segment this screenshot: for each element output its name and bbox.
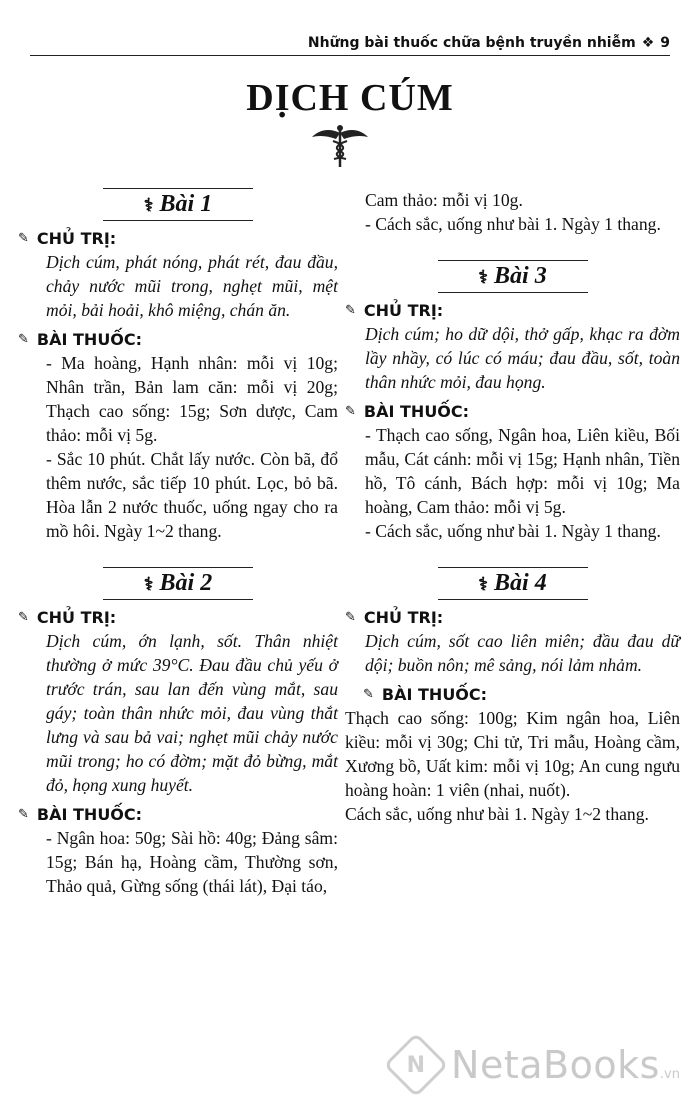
remedy-4-ingredients: Thạch cao sống: 100g; Kim ngân hoa, Liên kiều: mỗi vị 30g; Chi tử, Tri mẫu, Hoàng cầm, Xương bồ, Uất kim: mỗi vị 10g; An cung ngưu hoàng hoàn: 1 viên (nhai, nuốt). <box>345 708 680 800</box>
left-column <box>18 188 338 898</box>
page-title: DỊCH CÚM <box>246 77 454 119</box>
pointer-icon: ✎ <box>345 610 356 625</box>
remedy-2-chu-tri-label: ✎ CHỦ TRỊ: <box>18 608 117 627</box>
netabooks-logo-icon: N <box>384 1032 449 1097</box>
pointer-icon: ✎ <box>363 687 374 702</box>
right-column <box>345 188 680 826</box>
caduceus-icon <box>310 123 370 169</box>
caduceus-small-icon: ⚕ <box>478 574 489 594</box>
remedy-2-ingredients-part-2: Cam thảo: mỗi vị 10g. <box>365 190 523 210</box>
remedy-3-ingredients: - Thạch cao sống, Ngân hoa, Liên kiều, Bối mẫu, Cát cánh: mỗi vị 15g; Hạnh nhân, Tiền hồ, Tô cánh, Bách hợp: mỗi vị 10g; Ma hoàng, Cam thảo: mỗi vị 5g. <box>365 425 680 517</box>
page-number: 9 <box>660 35 670 51</box>
remedy-4-chu-tri-label: ✎ CHỦ TRỊ: <box>345 608 444 627</box>
remedy-2-chu-tri: Dịch cúm, ớn lạnh, sốt. Thân nhiệt thường ở mức 39°C. Đau đầu chủ yếu ở trước trán, sau lan đến vùng mắt, sau gáy; toàn thân nhức mỏi, đau vùng thắt lưng và sau bả vai; nghẹt mũi chảy nước mũi trong; ho có đờm; mặt đỏ bừng, mắt đỏ, họng xung huyết. <box>46 631 338 795</box>
remedy-1-heading: ⚕ Bài 1 <box>103 188 253 221</box>
pointer-icon: ✎ <box>18 807 29 822</box>
caduceus-small-icon: ⚕ <box>478 267 489 287</box>
remedy-2-bai-thuoc-label: ✎ BÀI THUỐC: <box>18 805 143 824</box>
remedy-1-instructions: - Sắc 10 phút. Chắt lấy nước. Còn bã, đổ thêm nước, sắc tiếp 10 phút. Lọc, bỏ bã. Hòa lẫn 2 nước thuốc, uống ngay cho ra mồ hôi. Ngày 1~2 thang. <box>46 449 338 541</box>
running-header <box>30 30 670 56</box>
remedy-2-heading: ⚕ Bài 2 <box>103 567 253 600</box>
pointer-icon: ✎ <box>345 303 356 318</box>
watermark-text: NetaBooks <box>451 1043 660 1087</box>
separator-icon: ❖ <box>641 35 655 51</box>
remedy-3-heading: ⚕ Bài 3 <box>438 260 588 293</box>
remedy-3-chu-tri-label: ✎ CHỦ TRỊ: <box>345 301 444 320</box>
remedy-4-instructions: Cách sắc, uống như bài 1. Ngày 1~2 thang. <box>345 804 649 824</box>
pointer-icon: ✎ <box>18 231 29 246</box>
remedy-3-chu-tri: Dịch cúm; ho dữ dội, thở gấp, khạc ra đờm lầy nhầy, có lúc có máu; đau đầu, sốt, toàn thân nhức mỏi, đau họng. <box>365 324 680 392</box>
remedy-2-ingredients-part-1: - Ngân hoa: 50g; Sài hồ: 40g; Đảng sâm: 15g; Bán hạ, Hoàng cầm, Thường sơn, Thảo quả, Gừng sống (thái lát), Đại táo, <box>46 828 338 896</box>
remedy-1-chu-tri: Dịch cúm, phát nóng, phát rét, đau đầu, chảy nước mũi trong, nghẹt mũi, mệt mỏi, bải hoải, khô miệng, chán ăn. <box>46 252 338 320</box>
remedy-3-instructions: - Cách sắc, uống như bài 1. Ngày 1 thang. <box>365 521 661 541</box>
remedy-4-chu-tri: Dịch cúm, sốt cao liên miên; đầu đau dữ dội; buồn nôn; mê sảng, nói lảm nhảm. <box>365 631 680 675</box>
pointer-icon: ✎ <box>18 332 29 347</box>
remedy-4-heading: ⚕ Bài 4 <box>438 567 588 600</box>
watermark-suffix: .vn <box>659 1067 680 1082</box>
remedy-4-bai-thuoc-label: ✎ BÀI THUỐC: <box>363 685 488 704</box>
caduceus-small-icon: ⚕ <box>143 574 154 594</box>
running-title: Những bài thuốc chữa bệnh truyền nhiễm <box>307 35 636 51</box>
remedy-1-bai-thuoc-label: ✎ BÀI THUỐC: <box>18 330 143 349</box>
pointer-icon: ✎ <box>345 404 356 419</box>
caduceus-small-icon: ⚕ <box>143 195 154 215</box>
remedy-1-ingredients: - Ma hoàng, Hạnh nhân: mỗi vị 10g; Nhân trần, Bản lam căn: mỗi vị 20g; Thạch cao sống: 15g; Sơn dược, Cam thảo: mỗi vị 5g. <box>46 353 338 445</box>
remedy-1-chu-tri-label: ✎ CHỦ TRỊ: <box>18 229 117 248</box>
remedy-3-bai-thuoc-label: ✎ BÀI THUỐC: <box>345 402 470 421</box>
netabooks-watermark <box>393 1042 680 1088</box>
pointer-icon: ✎ <box>18 610 29 625</box>
remedy-2-instructions: - Cách sắc, uống như bài 1. Ngày 1 thang. <box>365 214 661 234</box>
